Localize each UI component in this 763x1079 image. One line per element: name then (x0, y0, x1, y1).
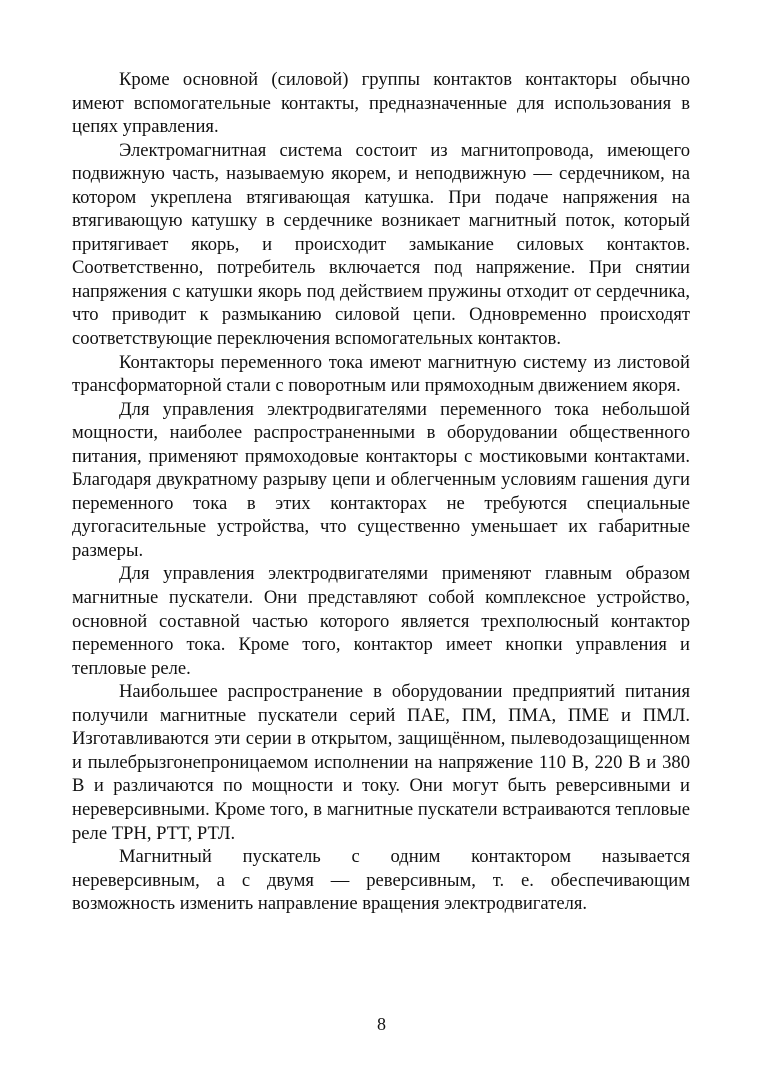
paragraph-electromagnetic-system: Электромагнитная система состоит из магнитопровода, имеющего подвижную часть, называемую якорем, и неподвижную — сердечником, на котором укреплена втягивающая катушка. При подаче напряжения на втягивающую катушку в сердечнике возникает магнитный поток, который притягивает якорь, и происходит замыкание силовых контактов. Соответственно, потребитель включается под напряжение. При снятии напряжения с катушки якорь под действием пружины отходит от сердечника, что приводит к размыканию силовой цепи. Одновременно происходят соответствующие переключения вспомогательных контактов. (72, 139, 690, 350)
body-text (72, 68, 690, 916)
page-number: 8 (377, 1014, 386, 1034)
paragraph-starter-series: Наибольшее распространение в оборудовании предприятий питания получили магнитные пускатели серий ПАЕ, ПМ, ПМА, ПМЕ и ПМЛ. Изготавливаются эти серии в открытом, защищённом, пылеводозащищенном и пылебрызгонепроницаемом исполнении на напряжение 110 В, 220 В и 380 В и различаются по мощности и току. Они могут быть реверсивными и нереверсивными. Кроме того, в магнитные пускатели встраиваются тепловые реле ТРН, РТТ, РТЛ. (72, 681, 690, 844)
paragraph-magnetic-starters: Для управления электродвигателями применяют главным образом магнитные пускатели. Они представляют собой комплексное устройство, основной составной частью которого является трехполюсный контактор переменного тока. Кроме того, контактор имеет кнопки управления и тепловые реле. (72, 563, 690, 679)
paragraph-low-power-motors: Для управления электродвигателями переменного тока небольшой мощности, наиболее распространенными в оборудовании общественного питания, применяют прямоходовые контакторы с мостиковыми контактами. Благодаря двукратному разрыву цепи и облегченным условиям гашения дуги переменного тока в этих контакторах не требуются специальные дугогасительные устройства, что существенно уменьшает их габаритные размеры. (72, 398, 690, 561)
paragraph-contacts-auxiliary: Кроме основной (силовой) группы контактов контакторы обычно имеют вспомогательные контакты, предназначенные для использования в цепях управления. (72, 69, 690, 138)
paragraph-reversible-starters: Магнитный пускатель с одним контактором называется нереверсивным, а с двумя — реверсивным, т. е. обеспечивающим возможность изменить направление вращения электродвигателя. (72, 846, 690, 915)
paragraph-ac-contactors: Контакторы переменного тока имеют магнитную систему из листовой трансформаторной стали с поворотным или прямоходным движением якоря. (72, 351, 690, 397)
